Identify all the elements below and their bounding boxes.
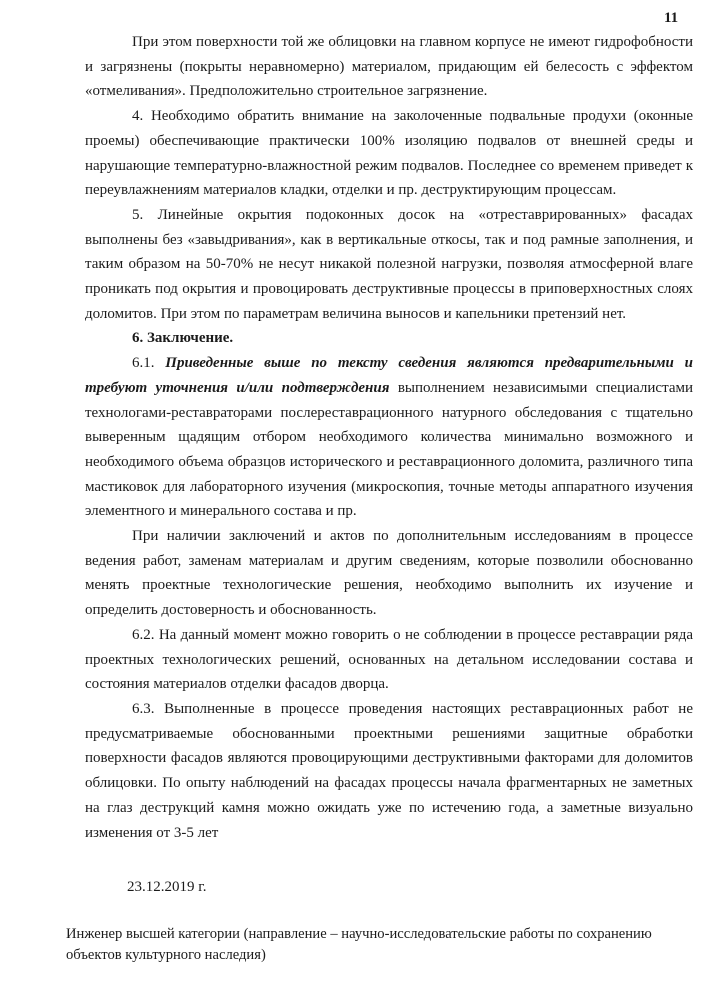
page-number: 11 (664, 10, 679, 26)
date-line: 23.12.2019 г. (127, 879, 207, 895)
paragraph-item-5: 5. Линейные окрытия подоконных досок на «отреставрированных» фасадах выполнены без «завыдривания», как в вертикальные откосы, так и под рамные заполнения, и таким образом на 50-70% не несут никакой полезной нагрузки, позволяя атмосферной влаге проникать под окрытия и провоцировать деструктивные процессы в приповерхностных слоях доломитов. При этом по параметрам величина выносов и капельники претензий нет. (85, 206, 693, 322)
paragraph-6-1-emphasis: Приведенные выше по тексту сведения являются предварительными и требуют уточнения и/или подтверждения (85, 355, 693, 396)
section-heading-conclusion: 6. Заключение. (132, 330, 234, 347)
paragraph-6-3: 6.3. Выполненные в процессе проведения настоящих реставрационных работ не предусматриваемые обоснованными проектными решениями защитные обработки поверхности фасадов являются провоцирующими деструктивными факторами для доломитов облицовки. По опыту наблюдений на фасадах процессы начала фрагментарных не заметных на глаз деструкций камня можно ожидать уже по истечению года, а заметные визуально изменения от 3-5 лет (85, 700, 693, 841)
signature-title: Инженер высшей категории (направление – научно-исследовательские работы по сохранению объектов культурного наследия) (66, 926, 652, 963)
paragraph-surface-contamination: При этом поверхности той же облицовки на главном корпусе не имеют гидрофобности и загрязнены (покрыты неравномерно) материалом, придающим ей белесость с эффектом «отмеливания». Предположительно строительное загрязнение. (85, 34, 693, 100)
document-body (85, 30, 693, 845)
paragraph-6-1 (85, 351, 693, 524)
paragraph-item-4: 4. Необходимо обратить внимание на заколоченные подвальные продухи (оконные проемы) обеспечивающие практически 100% изоляцию подвалов от внешней среды и нарушающие температурно-влажностной режим подвалов. Последнее со временем приведет к переувлажнениям материалов кладки, отделки и пр. деструктирующим процессам. (85, 108, 693, 199)
paragraph-additional-studies: При наличии заключений и актов по дополнительным исследованиям в процессе ведения работ, заменам материалам и другим сведениям, которые позволили обоснованно менять проектные технологические решения, необходимо выполнить их изучение и определить достоверность и обоснованность. (85, 528, 693, 619)
paragraph-6-2: 6.2. На данный момент можно говорить о не соблюдении в процессе реставрации ряда проектных технологических решений, основанных на детальном исследовании состава и состояния материалов отделки фасадов дворца. (85, 626, 693, 693)
paragraph-6-1-text: выполнением независимыми специалистами технологами-реставраторами послереставрационного натурного обследования с тщательно выверенным щадящим отбором необходимого количества минимально возможного и необходимого объема образцов исторического и реставрационного доломита, различного типа мастиковок для лабораторного изучения (микроскопия, точные методы аппаратного изучения элементного и минерального состава и пр. (85, 379, 693, 520)
paragraph-6-1-number: 6.1. (132, 355, 166, 372)
